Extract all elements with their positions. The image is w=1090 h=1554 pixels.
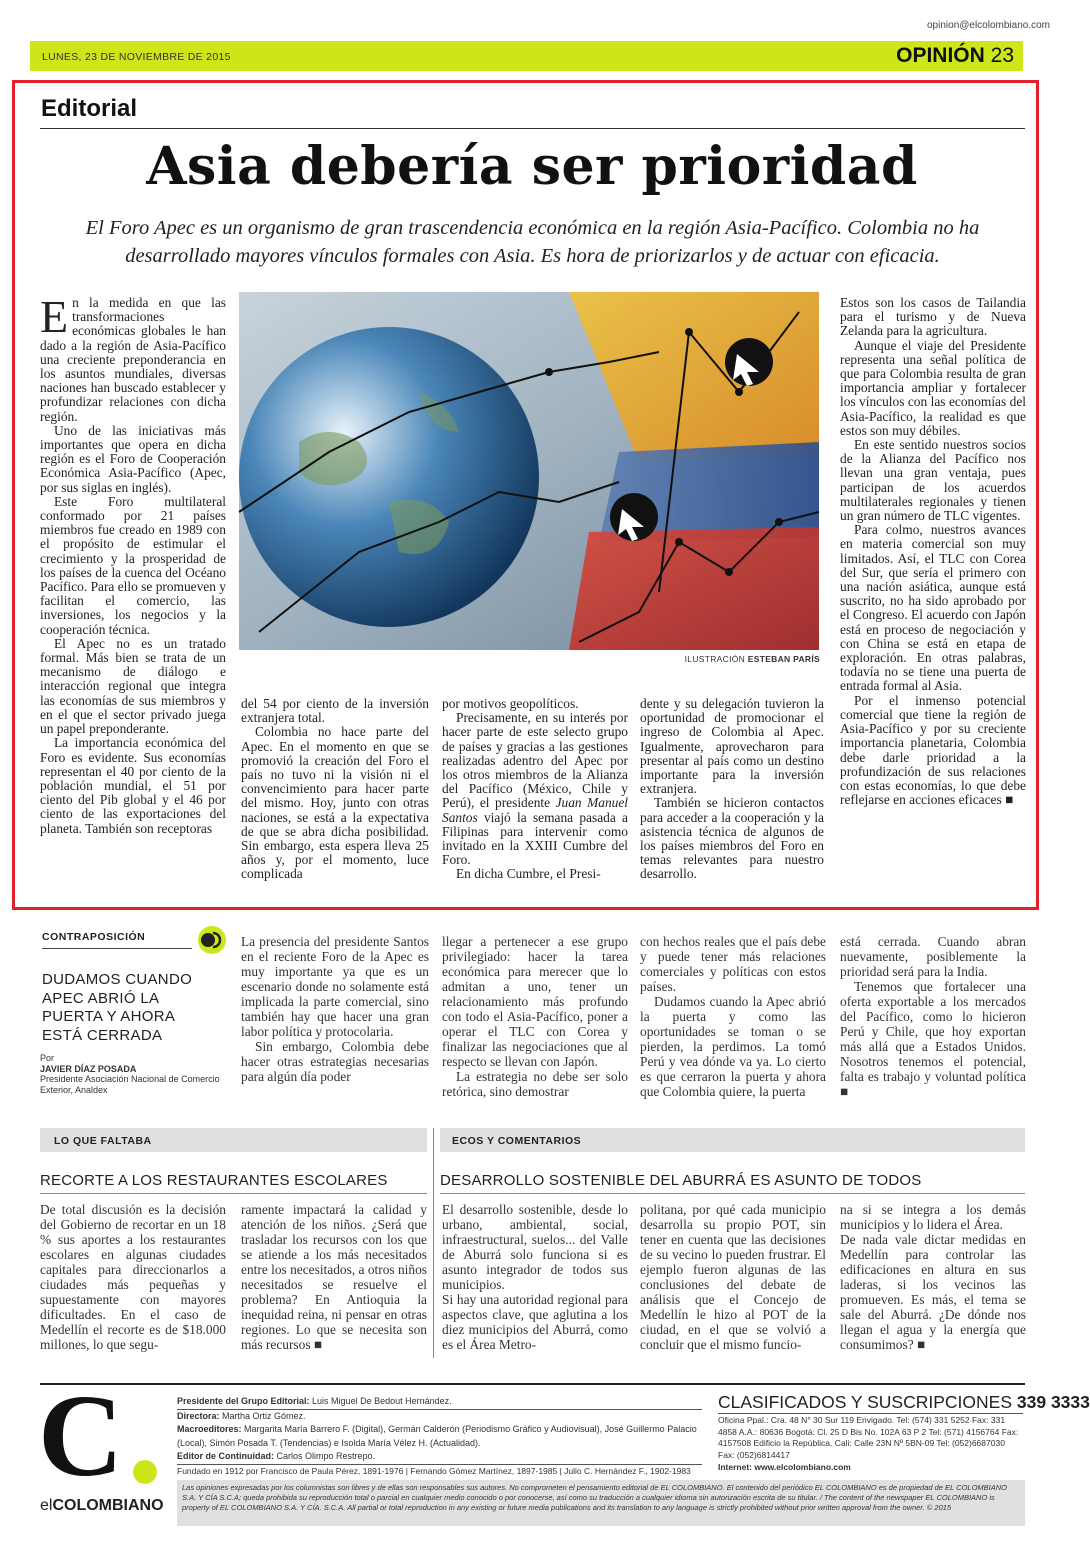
value: Luis Miguel De Bedout Hernández.	[312, 1396, 452, 1406]
logo-dot	[133, 1460, 157, 1484]
text: ramente impactará la calidad y atención de los niños. ¿Será que trasladar los recursos con los que se atiende a los más necesitados entre los necesitados, a otros niños necesitados se resuelve el problema? En Antioquia la inequidad reina, ni pensar en otras regiones. Lo que se necesita son más recursos	[241, 1202, 427, 1352]
paragraph: En dicha Cumbre, el Presi-	[456, 866, 601, 882]
paragraph: La estrategia no debe ser solo retórica, sino demostrar	[442, 1069, 628, 1099]
image-credit-prefix: ILUSTRACIÓN	[684, 654, 746, 664]
contraposicion-col-2	[442, 934, 628, 1099]
offices: Oficina Ppal.: Cra. 48 N° 30 Sur 119 Envigado. Tel: (574) 331 5252 Fax: 331 4858 A.A.: 80636 Bogotá: Cl. 25 D Bis No. 102A 63 P 2 Tel: (571) 4156764 Fax: 4157508 Edificio la República. Cali: Calle 23N Nº 5BN-09 Tel: (052)6687030 Fax: (052)6814417	[718, 1415, 1019, 1460]
image-credit-name: ESTEBAN PARÍS	[747, 654, 820, 664]
clasificados-phone: 339 3333	[1016, 1392, 1090, 1412]
logo	[38, 1370, 168, 1525]
paragraph: Para colmo, nuestros avances en materia comercial son muy limitados. Así, el TLC con Corea del Sur, que sería el primero con una nación asiática, aunque está suscrito, no ha sido aprobado por el Congreso. El acuerdo con Japón está en proceso de negociación y con China se está en etapa de exploración. En otras palabras, todavía no se tiene una puerta de entrada formal al Asia.	[840, 522, 1026, 694]
section-divider	[433, 1128, 434, 1358]
end-mark-icon: ■	[1005, 792, 1014, 808]
contraposicion-rule	[42, 948, 192, 949]
paragraph	[241, 1202, 427, 1352]
end-mark-icon: ■	[313, 1337, 322, 1352]
paragraph	[840, 979, 1026, 1099]
paragraph: Si hay una autoridad regional para aspectos clave, que aglutina a los diez municipios del Aburrá, como es el Área Metro-	[442, 1292, 628, 1352]
paragraph: del 54 por ciento de la inversión extranjera total.	[241, 696, 429, 726]
text: Tenemos que fortalecer una oferta exportable a los mercados del Pacífico, como lo hicieron Perú y Chile, que hoy exportan más allá que a Estados Unidos. Nosotros tenemos el potencial, falta es trabajo y voluntad política	[840, 979, 1026, 1084]
contraposicion-col-1	[241, 934, 429, 1084]
paragraph: Sin embargo, Colombia debe hacer otras estrategias necesarias para algún día poder	[241, 1039, 429, 1084]
section-name: OPINIÓN	[896, 44, 985, 67]
paragraph: Este Foro multilateral conformado por 21 países miembros fue creado en 1989 con el propósito de estimular el crecimiento y la prosperidad de los países de la cuenca del Océano Pacífico. Para ello se promueven y facilitan el comercio, las inversiones, los negocios y la cooperación técnica.	[40, 493, 226, 637]
ecos-label: ECOS Y COMENTARIOS	[452, 1135, 582, 1147]
author-name: JAVIER DÍAZ POSADA	[40, 1063, 137, 1074]
header-section	[896, 44, 1014, 68]
dropcap: E	[40, 291, 69, 342]
logo-name: COLOMBIANO	[52, 1497, 164, 1514]
paragraph: Aunque el viaje del Presidente representa una señal política de que para Colombia resulta de gran importancia ampliar y fortalecer los vínculos con las economías del Asia-Pacífico, la realidad es que estos son muy débiles.	[840, 337, 1026, 438]
contraposicion-col-4	[840, 934, 1026, 1099]
lo-que-faltaba-col-2	[241, 1202, 427, 1352]
contraposicion-title: DUDAMOS CUANDO APEC ABRIÓ LA PUERTA Y AHORA ESTÁ CERRADA	[42, 971, 193, 1044]
paragraph: El Apec no es un tratado formal. Más bien se trata de un mecanismo de diálogo e interacción regional que integra las economías de sus miembros y en el que el sector privado juega un papel preponderante.	[40, 635, 226, 737]
ecos-title: DESARROLLO SOSTENIBLE DEL ABURRÁ ES ASUNTO DE TODOS	[440, 1172, 922, 1189]
text-italic: Juan Manuel Santos	[442, 795, 628, 825]
paragraph: está cerrada. Cuando abran nuevamente, posiblemente la prioridad será para la India.	[840, 934, 1026, 979]
value: Margarita María Barrero F. (Digital), Germán Calderón (Periodismo Gráfico y Audiovisual), José Guillermo Palacio (Local), Simón Posada T. (Tendencias) e Isolda María Vélez H. (Actualidad).	[177, 1424, 697, 1448]
logo-wordmark	[40, 1497, 164, 1515]
value: Carlos Olimpo Restrepo.	[276, 1451, 376, 1461]
editorial-col-3	[442, 697, 628, 897]
paragraph: La importancia económica del Foro es evidente. Sus economías representan el 40 por ciento de la población mundial, el 51 por ciento del Pib global y el 46 por ciento de las exportaciones del planeta. También son receptoras	[40, 735, 226, 836]
end-mark-icon: ■	[917, 1337, 926, 1352]
contraposicion-label: CONTRAPOSICIÓN	[42, 931, 146, 943]
header-email: opinion@elcolombiano.com	[927, 20, 1050, 31]
paragraph: na si se integra a los demás municipios y lo lidera el Área.	[840, 1202, 1026, 1232]
editorial-col-5	[840, 296, 1026, 896]
paragraph: Estos son los casos de Tailandia para el turismo y de Nueva Zelanda para la agricultura.	[840, 295, 1026, 339]
paragraph: Uno de las iniciativas más importantes que opera en dicha región es el Foro de Cooperación Económica Asia-Pacífico (Apec, por sus siglas en inglés).	[40, 422, 226, 495]
clasificados-rule	[718, 1413, 1023, 1414]
ecos-rule	[440, 1193, 1025, 1194]
editorial-lead: El Foro Apec es un organismo de gran trascendencia económica en la región Asia-Pacífico. Colombia no ha desarrollado mayores vínculos formales con Asia. Es hora de priorizarlos y de actuar con eficacia.	[85, 217, 980, 267]
masthead	[177, 1395, 702, 1478]
internet: Internet: www.elcolombiano.com	[718, 1462, 851, 1472]
paragraph: También se hicieron contactos para acceder a la cooperación y la asistencia técnica de algunos de los países miembros del Foro en temas relevantes para nuestro desarrollo.	[640, 795, 824, 882]
paragraph: De total discusión es la decisión del Gobierno de recortar en un 18 % sus aportes a los restaurantes escolares en algunas ciudades capitales para direccionarlos a ciudades más pequeñas y supuestamente con mayores dificultades. En el caso de Medellín el recorte es de $18.000 millones, lo que segu-	[40, 1202, 226, 1352]
clasificados-heading	[718, 1392, 1090, 1413]
lo-que-faltaba-col-1	[40, 1202, 226, 1352]
editorial-illustration	[239, 292, 819, 650]
logo-letter: C	[38, 1370, 124, 1501]
paragraph: La presencia del presidente Santos en el reciente Foro de la Apec es muy importante ya que es un escenario donde no solamente está implicada la parte comercial, sino también hay que hacer una gran labor política y protocolaria.	[241, 934, 429, 1039]
logo-el: el	[40, 1497, 53, 1514]
value: Martha Ortiz Gómez.	[222, 1410, 306, 1421]
paragraph: por motivos geopolíticos.	[442, 696, 579, 711]
editorial-col-1	[40, 291, 226, 896]
paragraph: con hechos reales que el país debe y puede tener más relaciones comerciales y políticas con estos países.	[640, 934, 826, 994]
paragraph	[840, 1232, 1026, 1352]
contraposicion-byline	[40, 1053, 230, 1095]
paragraph: El desarrollo sostenible, desde lo urbano, ambiental, social, infraestructural, suelos... del Valle de Aburrá solo funciona si es asunto integrador de todos sus municipios.	[442, 1202, 628, 1292]
byline-prefix: Por	[40, 1053, 55, 1063]
masthead-macro	[177, 1423, 702, 1450]
label: Macroeditores:	[177, 1424, 242, 1434]
masthead-founded: Fundado en 1912 por Francisco de Paula Pérez, 1891-1976 | Fernando Gómez Martínez, 1897-1985 | Julio C. Hernández F., 1902-1983	[177, 1465, 691, 1476]
lo-que-faltaba-title: RECORTE A LOS RESTAURANTES ESCOLARES	[40, 1172, 388, 1189]
image-credit	[640, 654, 820, 664]
ecos-col-1	[442, 1202, 628, 1352]
masthead-president	[177, 1395, 702, 1410]
paragraph: llegar a pertenecer a ese grupo privilegiado: hacer la tarea económica para merecer que lo admitan a uno, tener un relacionamiento más profundo con todo el Asia-Pacífico, poner a operar el TLC con Corea y finalizar las negociaciones que al respecto se llevan con Japón.	[442, 934, 628, 1069]
editorial-title: Asia debería ser prioridad	[146, 136, 918, 197]
ecos-col-2	[640, 1202, 826, 1352]
editorial-col-4	[640, 697, 824, 897]
lo-que-faltaba-rule	[40, 1193, 427, 1194]
masthead-continuidad	[177, 1450, 702, 1465]
editorial-label: Editorial	[41, 95, 138, 122]
end-mark-icon: ■	[840, 1084, 849, 1099]
paragraph: politana, por qué cada municipio desarrolla su propio POT, sin tener en cuenta que las decisiones de su vecino lo pueden frustrar. El ejemplo fueron algunas de las conclusiones del debate de análisis que el Concejo de Medellín le hizo al POT de la ciudad, en el que se volvió a concluir que el mismo funcio-	[640, 1202, 826, 1352]
paragraph: En este sentido nuestros socios de la Alianza del Pacífico nos llevan una gran ventaja, pues participan de los acuerdos multilaterales regionales y tienen un gran número de TLC vigentes.	[840, 437, 1026, 524]
paragraph	[840, 694, 1026, 808]
header-date: LUNES, 23 DE NOVIEMBRE DE 2015	[42, 51, 231, 63]
opposing-faces-icon	[198, 926, 226, 954]
label: Editor de Continuidad:	[177, 1451, 274, 1461]
paragraph	[442, 711, 628, 867]
lo-que-faltaba-label: LO QUE FALTABA	[54, 1135, 152, 1147]
footer-rule	[40, 1383, 1025, 1385]
clasificados-label: CLASIFICADOS Y SUSCRIPCIONES	[718, 1392, 1013, 1412]
page-number: 23	[990, 44, 1014, 67]
ecos-col-3	[840, 1202, 1026, 1352]
paragraph: Colombia no hace parte del Apec. En el momento en que se promovió la creación del Foro el país no tuvo ni la visión ni el convencimiento para hacer parte del mismo. Hoy, junto con otras naciones, se está a la expectativa de que se abra dicha posibilidad. Sin embargo, esta espera lleva 25 años y, por el momento, luce complicada	[241, 724, 429, 882]
label: Presidente del Grupo Editorial:	[177, 1396, 310, 1406]
contraposicion-col-3	[640, 934, 826, 1099]
text: De nada vale dictar medidas en Medellín para controlar las edificaciones en altura en sus laderas, si los vecinos las promueven. Es más, el tema se sale del Aburrá. ¿De dónde nos llegan el agua y la energía que consumimos?	[840, 1232, 1026, 1352]
contraposicion-icon	[198, 926, 226, 954]
author-role: Presidente Asociación Nacional de Comercio Exterior, Analdex	[40, 1074, 220, 1095]
paragraph: dente y su delegación tuvieron la oportunidad de promocionar el ingreso de Colombia al Apec. Igualmente, aprovecharon para presentar al país como un destino importante para la inversión extranjera.	[640, 696, 824, 797]
paragraph: n la medida en que las transformaciones económicas globales le han dado a la región de Asia-Pacífico una creciente preponderancia en los asuntos mundiales, diversas naciones han buscado establecer y profundizar relaciones con dicha región.	[40, 295, 226, 424]
disclaimer: Las opiniones expresadas por los columnistas son libres y de ellas son responsables sus autores. No comprometen el pensamiento editorial de EL COLOMBIANO. El contenido del periódico EL COLOMBIANO es de propiedad de EL COLOMBIANO S.A. Y CÍA S.C.A; queda prohibida su reproducción total o parcial en cualquier medio conocido o por conocerse, así como su traducción a cualquier idioma sin autorización escrita de su titular. / The content of the newspaper EL COLOMBIANO is property of EL COLOMBIANO S.A. Y CÍA. S.C.A. All partial or total reproduction in any existing or future media publications and its translation to any language is strictly prohibited without prior written approval from the owner. © 2015	[182, 1483, 1008, 1512]
text: Por el inmenso potencial comercial que tiene la región de Asia-Pacífico y por su creciente importancia planetaria, Colombia debe darle prioridad a la profundización de sus relaciones con estas economías, lo que debe reflejarse en acciones eficaces	[840, 692, 1026, 808]
paragraph: Dudamos cuando la Apec abrió la puerta y como las oportunidades se toman o se pierden, la perdimos. La tomó Perú y vea dónde va ya. Lo cierto es que cerraron la puerta y ahora que Colombia quiere, la puerta	[640, 994, 826, 1099]
editorial-col-2	[241, 697, 429, 897]
editorial-rule	[40, 128, 1025, 129]
text: viajó la semana pasada a Filipinas para intervenir como invitado en la XXIII Cumbre del Foro.	[442, 809, 628, 868]
label: Directora:	[177, 1410, 220, 1421]
masthead-director	[177, 1410, 702, 1424]
text: Precisamente, en su interés por hacer parte de este selecto grupo de países y gracias a las gestiones realizadas adentro del Apec por los otros miembros de la Alianza del Pacífico (México, Chile y Perú), el presidente	[442, 710, 628, 811]
globe-graph-illustration	[239, 292, 819, 650]
